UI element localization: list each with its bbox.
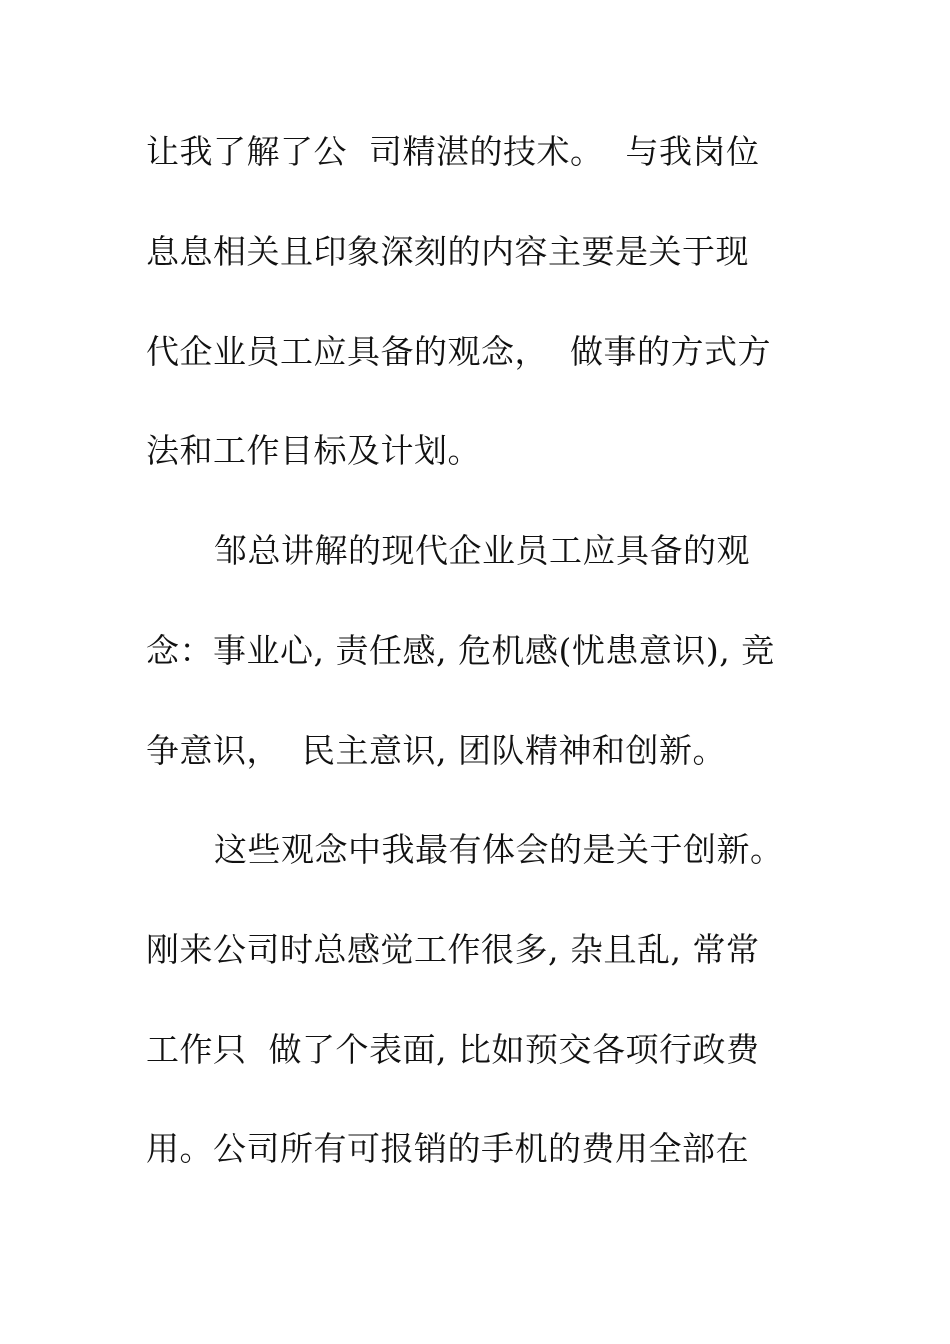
text-line: 息息相关且印象深刻的内容主要是关于现 <box>146 232 749 271</box>
text-line: 争意识， 民主意识, 团队精神和创新。 <box>146 731 726 770</box>
paragraph-start-line: 这些观念中我最有体会的是关于创新。 <box>214 830 784 869</box>
paragraph-start-line: 邹总讲解的现代企业员工应具备的观 <box>214 531 750 570</box>
text-line: 让我了解了公 司精湛的技术。 与我岗位 <box>146 132 760 171</box>
text-line: 用。公司所有可报销的手机的费用全部在 <box>146 1129 749 1168</box>
text-line: 念：事业心, 责任感, 危机感(忧患意识), 竞 <box>146 631 775 670</box>
text-line: 代企业员工应具备的观念， 做事的方式方 <box>146 332 771 371</box>
text-line: 工作只 做了个表面, 比如预交各项行政费 <box>146 1030 760 1069</box>
text-line: 刚来公司时总感觉工作很多, 杂且乱, 常常 <box>146 930 760 969</box>
text-line: 法和工作目标及计划。 <box>146 431 481 470</box>
